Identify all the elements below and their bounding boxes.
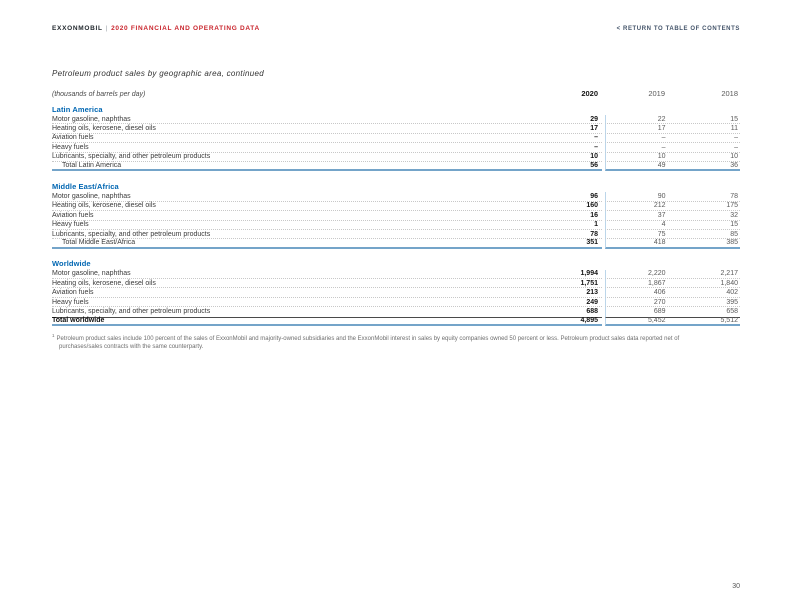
row-right-block [605, 279, 740, 288]
table-row [52, 211, 740, 220]
brand-separator: | [105, 25, 109, 32]
row-right-block [605, 162, 740, 171]
value-2018: 385 [726, 239, 738, 247]
table-row [52, 307, 740, 316]
section-heading-row [52, 103, 740, 115]
value-2020: 78 [590, 230, 598, 238]
row-left-block [52, 307, 602, 316]
table-sections [52, 103, 740, 326]
row-label: Motor gasoline, naphthas [52, 270, 131, 278]
row-right-block [605, 298, 740, 307]
value-2020: 4,895 [580, 317, 598, 325]
row-label: Total Latin America [62, 162, 122, 170]
value-2020: 56 [590, 162, 598, 170]
value-2019: 270 [653, 298, 666, 306]
value-2018: – [734, 143, 738, 151]
row-left-block [52, 239, 602, 248]
value-2020: 688 [586, 308, 598, 316]
value-2020: 16 [590, 211, 598, 219]
row-label: Total Middle East/Africa [62, 239, 136, 247]
value-2018: 402 [726, 289, 738, 297]
value-2019: 4 [661, 221, 666, 229]
value-2018: 395 [726, 298, 738, 306]
row-left-block [52, 202, 602, 211]
value-2019: 406 [653, 289, 666, 297]
value-2019: – [661, 143, 666, 151]
value-2020: 1,751 [580, 279, 598, 287]
value-2018: 2,217 [720, 270, 738, 278]
header-right-block [605, 86, 740, 100]
table-row [52, 270, 740, 279]
value-2020: 96 [590, 193, 598, 201]
brand-line [52, 25, 260, 32]
row-right-block [605, 317, 740, 326]
value-2018: 15 [730, 115, 738, 123]
value-2020: 10 [590, 153, 598, 161]
row-left-block [52, 221, 602, 230]
row-right-block [605, 230, 740, 239]
table-row [52, 153, 740, 162]
row-right-block [605, 288, 740, 297]
petroleum-sales-table [52, 86, 740, 326]
row-label: Heating oils, kerosene, diesel oils [52, 279, 156, 287]
value-2018: 85 [730, 230, 738, 238]
row-left-block [52, 211, 602, 220]
table-section [52, 258, 740, 326]
row-label: Heavy fuels [52, 143, 89, 151]
row-left-block [52, 134, 602, 143]
value-2019: 5,452 [648, 317, 666, 325]
row-right-block [605, 307, 740, 316]
value-2018: 78 [730, 193, 738, 201]
row-label: Aviation fuels [52, 289, 94, 297]
row-right-block [605, 143, 740, 152]
row-left-block [52, 192, 602, 201]
return-to-toc-link[interactable]: < RETURN TO TABLE OF CONTENTS [616, 26, 740, 32]
row-label: Heating oils, kerosene, diesel oils [52, 125, 156, 133]
section-heading-row [52, 180, 740, 192]
value-2019: 22 [657, 115, 666, 123]
value-2018: 15 [730, 221, 738, 229]
row-left-block [52, 115, 602, 124]
value-2018: 175 [726, 202, 738, 210]
value-2019: 90 [657, 193, 666, 201]
value-2018: 36 [730, 162, 738, 170]
value-2020: 29 [590, 115, 598, 123]
total-row [52, 317, 740, 326]
value-2020: 351 [586, 239, 598, 247]
value-2018: 5,512 [720, 317, 738, 325]
page-number: 30 [732, 583, 740, 590]
table-row [52, 221, 740, 230]
value-2020: – [594, 134, 598, 142]
value-2019: 689 [653, 308, 666, 316]
value-2019: 1,867 [648, 279, 666, 287]
row-left-block [52, 162, 602, 171]
section-title: Latin America [52, 104, 103, 114]
table-row [52, 124, 740, 133]
table-row [52, 279, 740, 288]
value-2019: 418 [653, 239, 666, 247]
year-2018-header: 2018 [721, 89, 738, 98]
table-row [52, 298, 740, 307]
value-2019: 75 [657, 230, 666, 238]
row-right-block [605, 270, 740, 279]
value-2020: – [594, 143, 598, 151]
row-left-block [52, 230, 602, 239]
row-left-block [52, 143, 602, 152]
row-left-block [52, 270, 602, 279]
row-right-block [605, 153, 740, 162]
doc-title: 2020 FINANCIAL AND OPERATING DATA [111, 25, 260, 32]
year-2019-header: 2019 [648, 89, 665, 98]
row-label: Lubricants, specialty, and other petroleum products [52, 308, 211, 316]
row-left-block [52, 124, 602, 133]
value-2019: 37 [657, 211, 666, 219]
value-2019: 17 [657, 125, 666, 133]
section-heading-row [52, 258, 740, 270]
row-label: Lubricants, specialty, and other petroleum products [52, 153, 211, 161]
section-title: Middle East/Africa [52, 181, 119, 191]
row-right-block [605, 202, 740, 211]
value-2018: 1,840 [720, 279, 738, 287]
row-right-block [605, 115, 740, 124]
row-left-block [52, 153, 602, 162]
value-2019: 10 [657, 153, 666, 161]
footnote-text: Petroleum product sales include 100 percent of the sales of ExxonMobil and majority-owned subsidiaries and the ExxonMobil interest in sales by equity companies owned 50 percent or less. Petroleum product sales data reported net of purchases/sales contracts with the same counterparty. [56, 336, 680, 350]
total-row [52, 239, 740, 248]
value-2020: 213 [586, 289, 598, 297]
value-2019: 2,220 [648, 270, 666, 278]
table-row [52, 143, 740, 152]
value-2018: – [734, 134, 738, 142]
year-2020-header: 2020 [581, 89, 598, 98]
row-left-block [52, 317, 602, 326]
table-section [52, 180, 740, 248]
row-label: Motor gasoline, naphthas [52, 115, 131, 123]
table-header-row [52, 86, 740, 100]
value-2020: 249 [586, 298, 598, 306]
table-row [52, 134, 740, 143]
value-2018: 32 [730, 211, 738, 219]
section-title: Worldwide [52, 259, 91, 269]
row-label: Heavy fuels [52, 298, 89, 306]
footnote [52, 332, 724, 351]
row-right-block [605, 124, 740, 133]
row-left-block [52, 298, 602, 307]
value-2018: 658 [726, 308, 738, 316]
unit-label: (thousands of barrels per day) [52, 91, 146, 98]
value-2018: 11 [730, 125, 738, 133]
page-title: Petroleum product sales by geographic area, continued [52, 69, 265, 78]
table-row [52, 192, 740, 201]
row-right-block [605, 211, 740, 220]
table-section [52, 103, 740, 171]
value-2020: 1,994 [580, 270, 598, 278]
value-2019: 49 [657, 162, 666, 170]
brand-name: EXXONMOBIL [52, 25, 103, 32]
total-row [52, 162, 740, 171]
row-label: Heating oils, kerosene, diesel oils [52, 202, 156, 210]
row-label: Motor gasoline, naphthas [52, 193, 131, 201]
value-2019: 212 [653, 202, 666, 210]
row-label: Aviation fuels [52, 134, 94, 142]
table-row [52, 115, 740, 124]
row-right-block [605, 239, 740, 248]
row-label: Heavy fuels [52, 221, 89, 229]
row-right-block [605, 192, 740, 201]
value-2020: 1 [594, 221, 598, 229]
row-label: Lubricants, specialty, and other petroleum products [52, 230, 211, 238]
row-left-block [52, 288, 602, 297]
row-right-block [605, 221, 740, 230]
row-label: Aviation fuels [52, 211, 94, 219]
value-2020: 17 [590, 125, 598, 133]
page-header [52, 25, 740, 32]
value-2018: 10 [730, 153, 738, 161]
value-2020: 160 [586, 202, 598, 210]
row-label: Total worldwide [52, 317, 105, 325]
footnote-marker: 1 [52, 333, 55, 338]
table-row [52, 230, 740, 239]
row-right-block [605, 134, 740, 143]
header-left-block [52, 86, 602, 100]
table-row [52, 288, 740, 297]
value-2019: – [661, 134, 666, 142]
table-row [52, 202, 740, 211]
row-left-block [52, 279, 602, 288]
